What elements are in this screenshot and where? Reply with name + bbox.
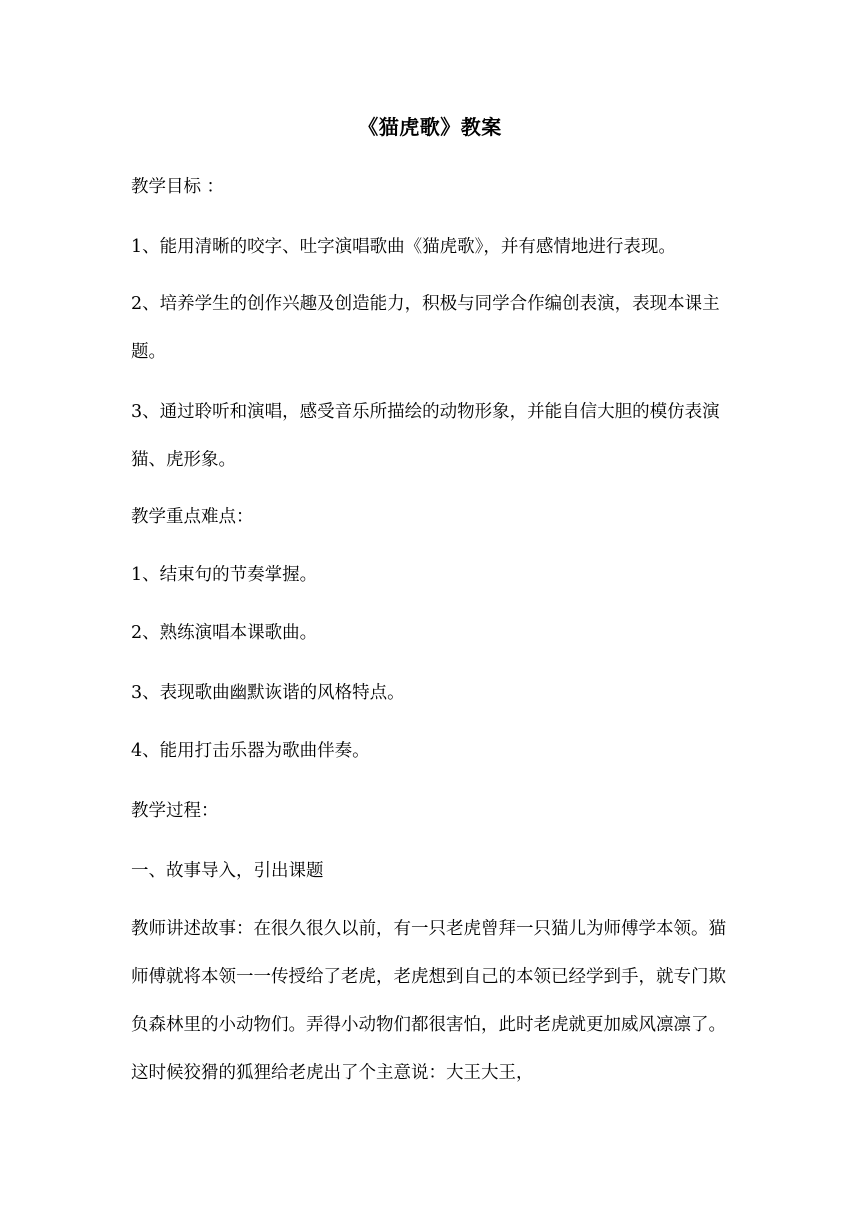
key-points-heading: 教学重点难点： — [131, 507, 254, 527]
section-heading: 一、故事导入，引出课题 — [131, 861, 324, 881]
key-point-item-1: 1、结束句的节奏掌握。 — [131, 565, 318, 585]
page-title: 《猫虎歌》教案 — [358, 115, 502, 139]
story-paragraph: 教师讲述故事：在很久很久以前，有一只老虎曾拜一只猫儿为师傅学本领。猫师傅就将本领一一传授给了老虎，老虎想到自己的本领已经学到手，就专门欺负森林里的小动物们。弄得小动物们都很害怕，此时老虎就更加威风凛凛了。这时候狡猾的狐狸给老虎出了个主意说：大王大王， — [131, 919, 726, 1083]
objective-item-1: 1、能用清晰的咬字、吐字演唱歌曲《猫虎歌》，并有感情地进行表现。 — [131, 237, 676, 257]
objectives-heading: 教学目标 ： — [131, 177, 225, 197]
key-point-item-3: 3、表现歌曲幽默诙谐的风格特点。 — [131, 683, 405, 703]
objective-item-2: 2、培养学生的创作兴趣及创造能力，积极与同学合作编创表演，表现本课主题。 — [131, 294, 720, 362]
key-point-item-2: 2、熟练演唱本课歌曲。 — [131, 623, 318, 643]
objective-item-3: 3、通过聆听和演唱，感受音乐所描绘的动物形象，并能自信大胆的模仿表演猫、虎形象。 — [131, 402, 720, 470]
key-point-item-4: 4、能用打击乐器为歌曲伴奏。 — [131, 741, 370, 761]
process-heading: 教学过程： — [131, 801, 219, 821]
